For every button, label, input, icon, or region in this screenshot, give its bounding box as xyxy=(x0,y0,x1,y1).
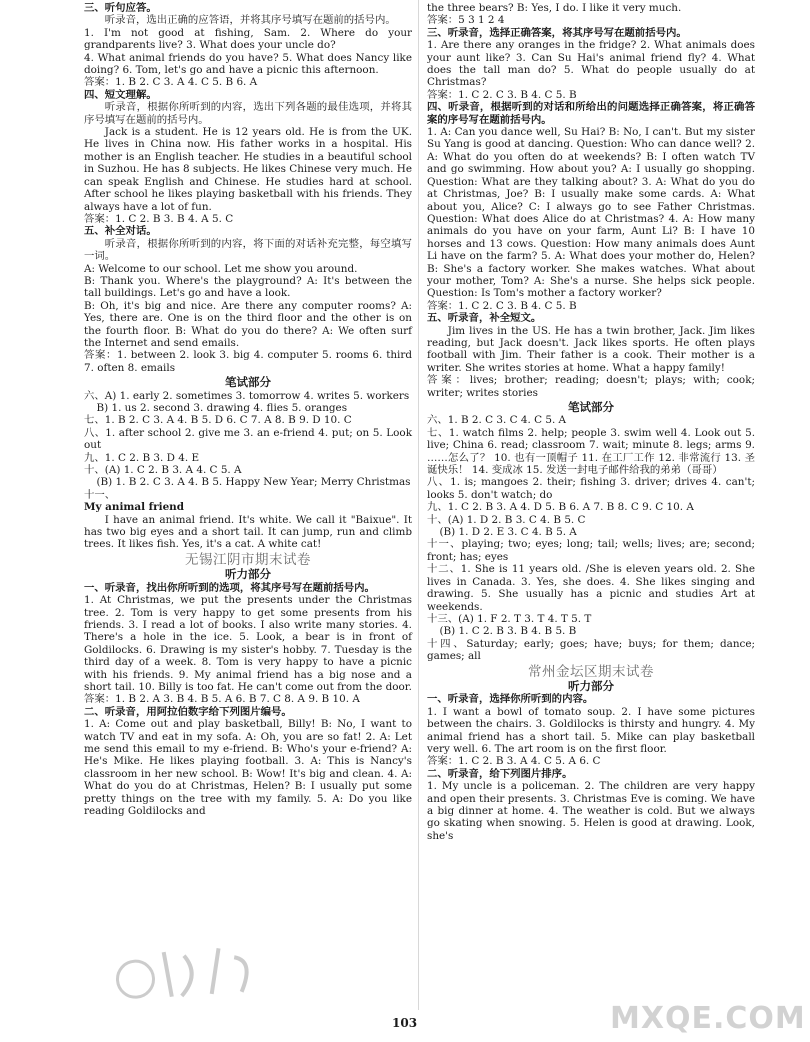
text-line: 答案：1. C 2. B 3. A 4. C 5. A 6. C xyxy=(427,755,601,768)
text-line: 答案：5 3 1 2 4 xyxy=(427,14,505,27)
text-line: the three bears? B: Yes, I do. I like it very much. xyxy=(427,2,682,14)
text-line: (B) 1. B 2. C 3. A 4. B 5. Happy New Year; Merry Christmas xyxy=(96,476,411,489)
text-line: 1. A: Come out and play basketball, Billy! B: No, I want to watch TV and eat in my sofa. A: Oh, you are so fat! 2. A: Let me send this email to my e-friend. B: Who's your e-friend? A: He's Mike. He likes playing football. 3. A: This is Nancy's classroom in her new school. B: Wow! It's big and clean. 4. A: What do you do at Christmas, Helen? B: I usually put some pretty things on the tree with my family. 5. A: Do you like reading Goldilocks and xyxy=(84,718,412,817)
part-title: 无锡江阴市期末试卷 xyxy=(185,551,311,568)
part-title: 笔试部分 xyxy=(568,400,614,414)
text-line: My animal friend xyxy=(84,501,185,514)
text-line: 八、1. is; mangoes 2. their; fishing 3. driver; drives 4. can't; looks 5. don't watch; do xyxy=(427,476,755,501)
left-column xyxy=(84,2,412,817)
text-line: 1. I want a bowl of tomato soup. 2. I have some pictures between the chairs. 3. Goldilocks is thirsty and hungry. 4. My animal friend has a short tail. 5. Mike can play basketball very well. 6. The art room is on the first floor. xyxy=(427,705,755,755)
text-line: 十、(A) 1. C 2. B 3. A 4. C 5. A xyxy=(84,464,242,477)
text-line: Jack is a student. He is 12 years old. He is from the UK. He lives in China now. His father works in a hospital. His mother is an English teacher. He studies in a beautiful school in Suzhou. He has 8 subjects. He likes Chinese very much. He can speak English and Chinese. He studies hard at school. After school he likes playing basketball with his friends. They always have a lot of fun. xyxy=(84,126,412,213)
column-divider xyxy=(418,0,419,1010)
text-line: 七、1. watch films 2. help; people 3. swim well 4. Look out 5. live; China 6. read; classroom 7. wait; minute 8. legs; arms 9. ……怎么了？ 10. 也有一顶帽子 11. 在工厂工作 12. 非常流行 13. 圣诞快乐！ 14. 变成冰 15. 发送一封电子邮件给我的弟弟（哥哥） xyxy=(427,426,755,477)
section-heading: 一、听录音，选择你所听到的内容。 xyxy=(427,693,594,706)
text-line: 答案：1. C 2. C 3. B 4. C 5. B xyxy=(427,88,577,101)
section-heading: 四、听录音，根据听到的对话和所给出的问题选择正确答案，将正确答案的序号写在题前括号内。 xyxy=(427,101,755,126)
right-column xyxy=(427,2,755,842)
text-line: 答案：1. C 2. C 3. B 4. C 5. B xyxy=(427,299,577,312)
text-line: 答案：1. B 2. A 3. B 4. B 5. A 6. B 7. C 8. A 9. B 10. A xyxy=(84,693,360,706)
text-line: A: Welcome to our school. Let me show you around. xyxy=(84,262,358,275)
text-line: 七、1. B 2. C 3. A 4. B 5. D 6. C 7. A 8. B 9. D 10. C xyxy=(84,414,352,427)
text-line: 1. I'm not good at fishing, Sam. 2. Where do your grandparents live? 3. What does your uncle do? xyxy=(84,26,412,52)
section-heading: 三、听录音，选择正确答案，将其序号写在题前括号内。 xyxy=(427,26,687,39)
text-line: 听录音，根据你所听到的内容，将下面的对话补充完整，每空填写一词。 xyxy=(84,237,412,263)
text-line: (B) 1. C 2. B 3. B 4. B 5. B xyxy=(439,625,577,638)
text-line: 1. At Christmas, we put the presents under the Christmas tree. 2. Tom is very happy to get some presents from his friends. 3. I read a lot of books. I also write many stories. 4. There's a hole in the ice. 5. Look, a bear is in front of Goldilocks. 6. Drawing is my sister's hobby. 7. Tuesday is the third day of a week. 8. Tom is very happy to have a picnic with his friends. 9. My animal friend has a big nose and a short tail. 10. Billy is too fat. He can't come out from the door. xyxy=(84,594,412,693)
stamp-overlay xyxy=(108,929,282,1011)
section-heading: 三、听句应答。 xyxy=(84,2,157,14)
part-title: 听力部分 xyxy=(225,567,271,582)
text-line: 十一、playing; two; eyes; long; tail; wells; lives; are; second; front; has; eyes xyxy=(427,538,755,563)
text-line: Jim lives in the US. He has a twin brother, Jack. Jim likes reading, but Jack doesn't. Jack likes sports. He often plays football with Jim. Their father is a cook. Their mother is a writer. She writes stories at home. What a happy family! xyxy=(427,324,755,374)
section-heading: 五、补全对话。 xyxy=(84,225,157,238)
text-line: 六、A) 1. early 2. sometimes 3. tomorrow 4. writes 5. workers xyxy=(84,389,410,402)
text-line: 答案：1. C 2. B 3. B 4. A 5. C xyxy=(84,212,234,225)
svg-text:MXQE.COM: MXQE.COM xyxy=(610,1001,806,1036)
text-line: B: Oh, it's big and nice. Are there any computer rooms? A: Yes, there are. One is on the third floor and the other is on the fourth floor. B: What do you do there? A: We often surf the Internet and send emails. xyxy=(84,299,412,349)
text-line: B) 1. us 2. second 3. drawing 4. flies 5. oranges xyxy=(96,402,348,414)
text-line: 1. Are there any oranges in the fridge? 2. What animals does your aunt like? 3. Can Su Hai's animal friend fly? 4. What does the tall man do? 5. What do people usually do at Christmas? xyxy=(427,39,755,89)
text-line: I have an animal friend. It's white. We call it "Baixue". It has two big eyes and a short tail. It can jump, run and climb trees. It likes fish. Yes, it's a cat. A white cat! xyxy=(84,513,412,551)
section-heading: 二、听录音，用阿拉伯数字给下列图片编号。 xyxy=(84,705,292,718)
text-line: 听录音，选出正确的应答语，并将其序号填写在题前的括号内。 xyxy=(104,14,396,27)
text-line: 答案：lives; brother; reading; doesn't; plays; with; cook; writer; writes stories xyxy=(427,374,755,399)
text-line: 答案：1. between 2. look 3. big 4. computer 5. rooms 6. third 7. often 8. emails xyxy=(84,349,412,374)
section-heading: 二、听录音，给下列图片排序。 xyxy=(427,767,573,780)
text-line: 听录音，根据你所听到的内容，选出下列各题的最佳选项，并将其序号填写在题前的括号内。 xyxy=(84,101,412,126)
section-heading: 四、短文理解。 xyxy=(84,88,157,101)
page-number: 103 xyxy=(392,1016,418,1030)
text-line: 4. What animal friends do you have? 5. What does Nancy like doing? 6. Tom, let's go and have a picnic this afternoon. xyxy=(84,51,412,77)
text-line: 十、(A) 1. D 2. B 3. C 4. B 5. C xyxy=(427,513,586,526)
text-line: 八、1. after school 2. give me 3. an e-friend 4. put; on 5. Look out xyxy=(84,426,412,452)
watermark-logo xyxy=(610,998,806,1036)
text-line: 1. A: Can you dance well, Su Hai? B: No, I can't. But my sister Su Yang is good at dancing. Question: Who can dance well? 2. A: What do you often do at weekends? B: I often watch TV and go swimming. How about you? A: I usually go shopping. Question: What are they talking about? 3. A: What do you do at Christmas, Joe? B: I usually make some cards. A: What about you, Alice? C: I always go to see Father Christmas. Question: What does Alice do at Christmas? 4. A: How many animals do you have on your farm, Aunt Li? B: I have 10 horses and 13 cows. Question: How many animals does Aunt Li have on the farm? 5. A: What does your mother do, Helen? B: She's a factory worker. She makes watches. What about your mother, Tom? A: She's a nurse. She helps sick people. Question: Is Tom's mother a factory worker? xyxy=(427,126,755,300)
part-title: 听力部分 xyxy=(568,678,614,693)
text-line: B: Thank you. Where's the playground? A: It's between the tall buildings. Let's go and have a look. xyxy=(84,274,412,300)
part-title: 笔试部分 xyxy=(225,375,271,390)
text-line: 答案：1. B 2. C 3. A 4. C 5. B 6. A xyxy=(84,76,258,89)
text-line: 十四、Saturday; early; goes; have; buys; for them; dance; games; all xyxy=(427,637,755,663)
text-line: 十一、 xyxy=(84,488,116,501)
section-heading: 五、听录音，补全短文。 xyxy=(427,312,542,325)
text-line: 十三、(A) 1. F 2. T 3. T 4. T 5. T xyxy=(427,612,592,625)
section-heading: 一、听录音，找出你所听到的选项，将其序号写在题前括号内。 xyxy=(84,581,375,594)
text-line: 十二、1. She is 11 years old. /She is eleven years old. 2. She lives in Canada. 3. Yes, she does. 4. She likes singing and drawing. 5. She usually has a picnic and studies Art at weekends. xyxy=(427,563,755,613)
text-line: (B) 1. D 2. E 3. C 4. B 5. A xyxy=(439,526,577,539)
text-line: 六、1. B 2. C 3. C 4. C 5. A xyxy=(427,414,567,427)
part-title: 常州金坛区期末试卷 xyxy=(528,663,654,680)
text-line: 1. My uncle is a policeman. 2. The children are very happy and open their presents. 3. Christmas Eve is coming. We have a big dinner at home. 4. The weather is cold. But we always go skating when snowing. 5. Helen is good at drawing. Look, she's xyxy=(427,780,755,842)
text-line: 九、1. C 2. B 3. D 4. E xyxy=(84,451,200,464)
text-line: 九、1. C 2. B 3. A 4. D 5. B 6. A 7. B 8. C 9. C 10. A xyxy=(427,501,694,514)
